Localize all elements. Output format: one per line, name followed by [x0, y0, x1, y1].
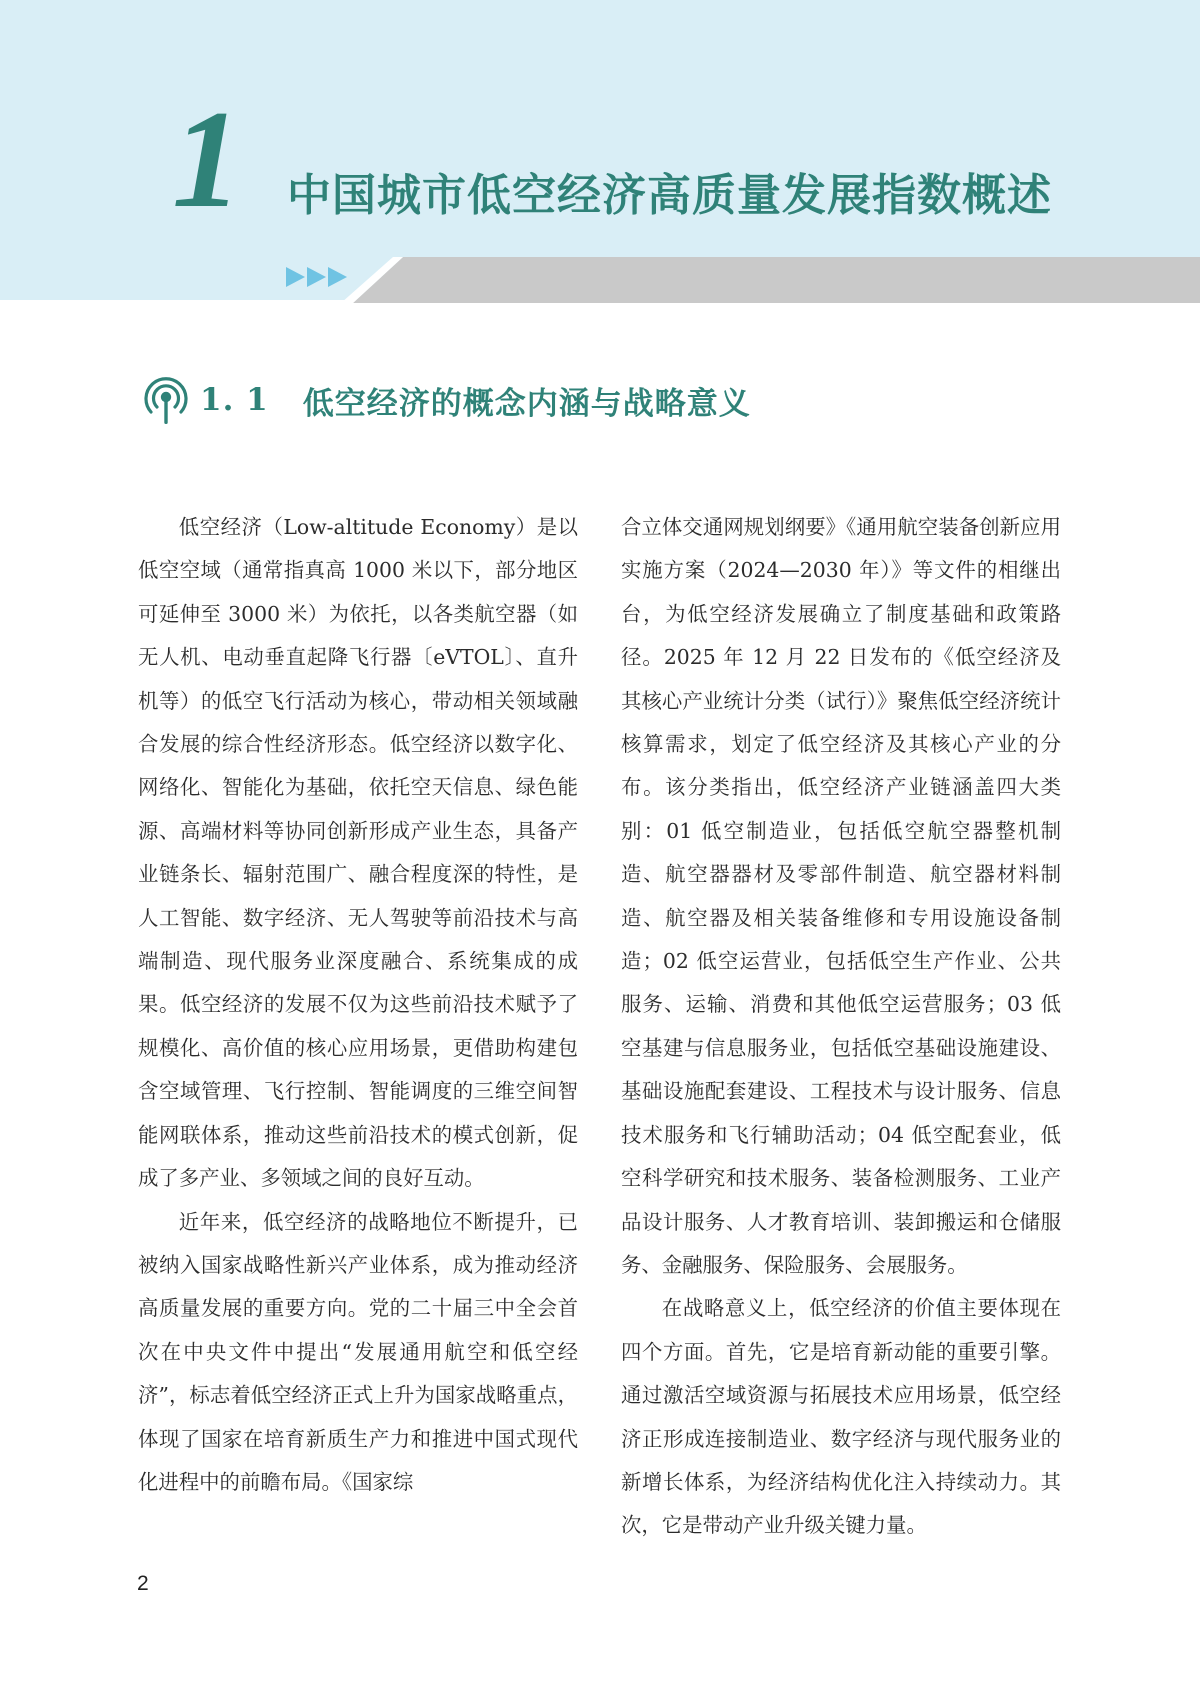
left-text-column	[138, 506, 578, 1504]
paragraph-continuation: 合立体交通网规划纲要》《通用航空装备创新应用实施方案（2024—2030 年）》等文件的相继出台，为低空经济发展确立了制度基础和政策路径。2025 年 12 月 22 日发布的《低空经济及其核心产业统计分类（试行）》聚焦低空经济统计核算需求，划定了低空经济及其核心产业的分布。该分类指出，低空经济产业链涵盖四大类别：01 低空制造业，包括低空航空器整机制造、航空器器材及零部件制造、航空器材料制造、航空器及相关装备维修和专用设施设备制造；02 低空运营业，包括低空生产作业、公共服务、运输、消费和其他低空运营服务；03 低空基建与信息服务业，包括低空基础设施建设、基础设施配套建设、工程技术与设计服务、信息技术服务和飞行辅助活动；04 低空配套业，低空科学研究和技术服务、装备检测服务、工业产品设计服务、人才教育培训、装卸搬运和仓储服务、金融服务、保险服务、会展服务。	[621, 515, 1061, 1277]
triple-arrow-icon	[286, 266, 350, 288]
paragraph: 低空经济（Low-altitude Economy）是以低空空域（通常指真高 1000 米以下，部分地区可延伸至 3000 米）为依托，以各类航空器（如无人机、电动垂直起降飞行器〔eVTOL〕、直升机等）的低空飞行活动为核心，带动相关领域融合发展的综合性经济形态。低空经济以数字化、网络化、智能化为基础，依托空天信息、绿色能源、高端材料等协同创新形成产业生态，具备产业链条长、辐射范围广、融合程度深的特性，是人工智能、数字经济、无人驾驶等前沿技术与高端制造、现代服务业深度融合、系统集成的成果。低空经济的发展不仅为这些前沿技术赋予了规模化、高价值的核心应用场景，更借助构建包含空域管理、飞行控制、智能调度的三维空间智能网联体系，推动这些前沿技术的模式创新，促成了多产业、多领域之间的良好互动。	[138, 515, 578, 1191]
section-number: 1. 1	[200, 382, 269, 418]
page-number: 2	[137, 1572, 149, 1595]
location-pin-icon	[138, 372, 194, 428]
chapter-title: 中国城市低空经济高质量发展指数概述	[287, 170, 1052, 221]
right-text-column	[621, 506, 1061, 1548]
paragraph: 近年来，低空经济的战略地位不断提升，已被纳入国家战略性新兴产业体系，成为推动经济高质量发展的重要方向。党的二十届三中全会首次在中央文件中提出“发展通用航空和低空经济”，标志着低空经济正式上升为国家战略重点，体现了国家在培育新质生产力和推进中国式现代化进程中的前瞻布局。《国家综	[138, 1209, 578, 1494]
chapter-number: 1	[172, 82, 242, 237]
paragraph: 在战略意义上，低空经济的价值主要体现在四个方面。首先，它是培育新动能的重要引擎。通过激活空域资源与拓展技术应用场景，低空经济正形成连接制造业、数字经济与现代服务业的新增长体系，为经济结构优化注入持续动力。其次，它是带动产业升级关键力量。	[621, 1296, 1061, 1538]
section-title: 低空经济的概念内涵与战略意义	[302, 385, 751, 422]
section-heading	[138, 372, 751, 428]
